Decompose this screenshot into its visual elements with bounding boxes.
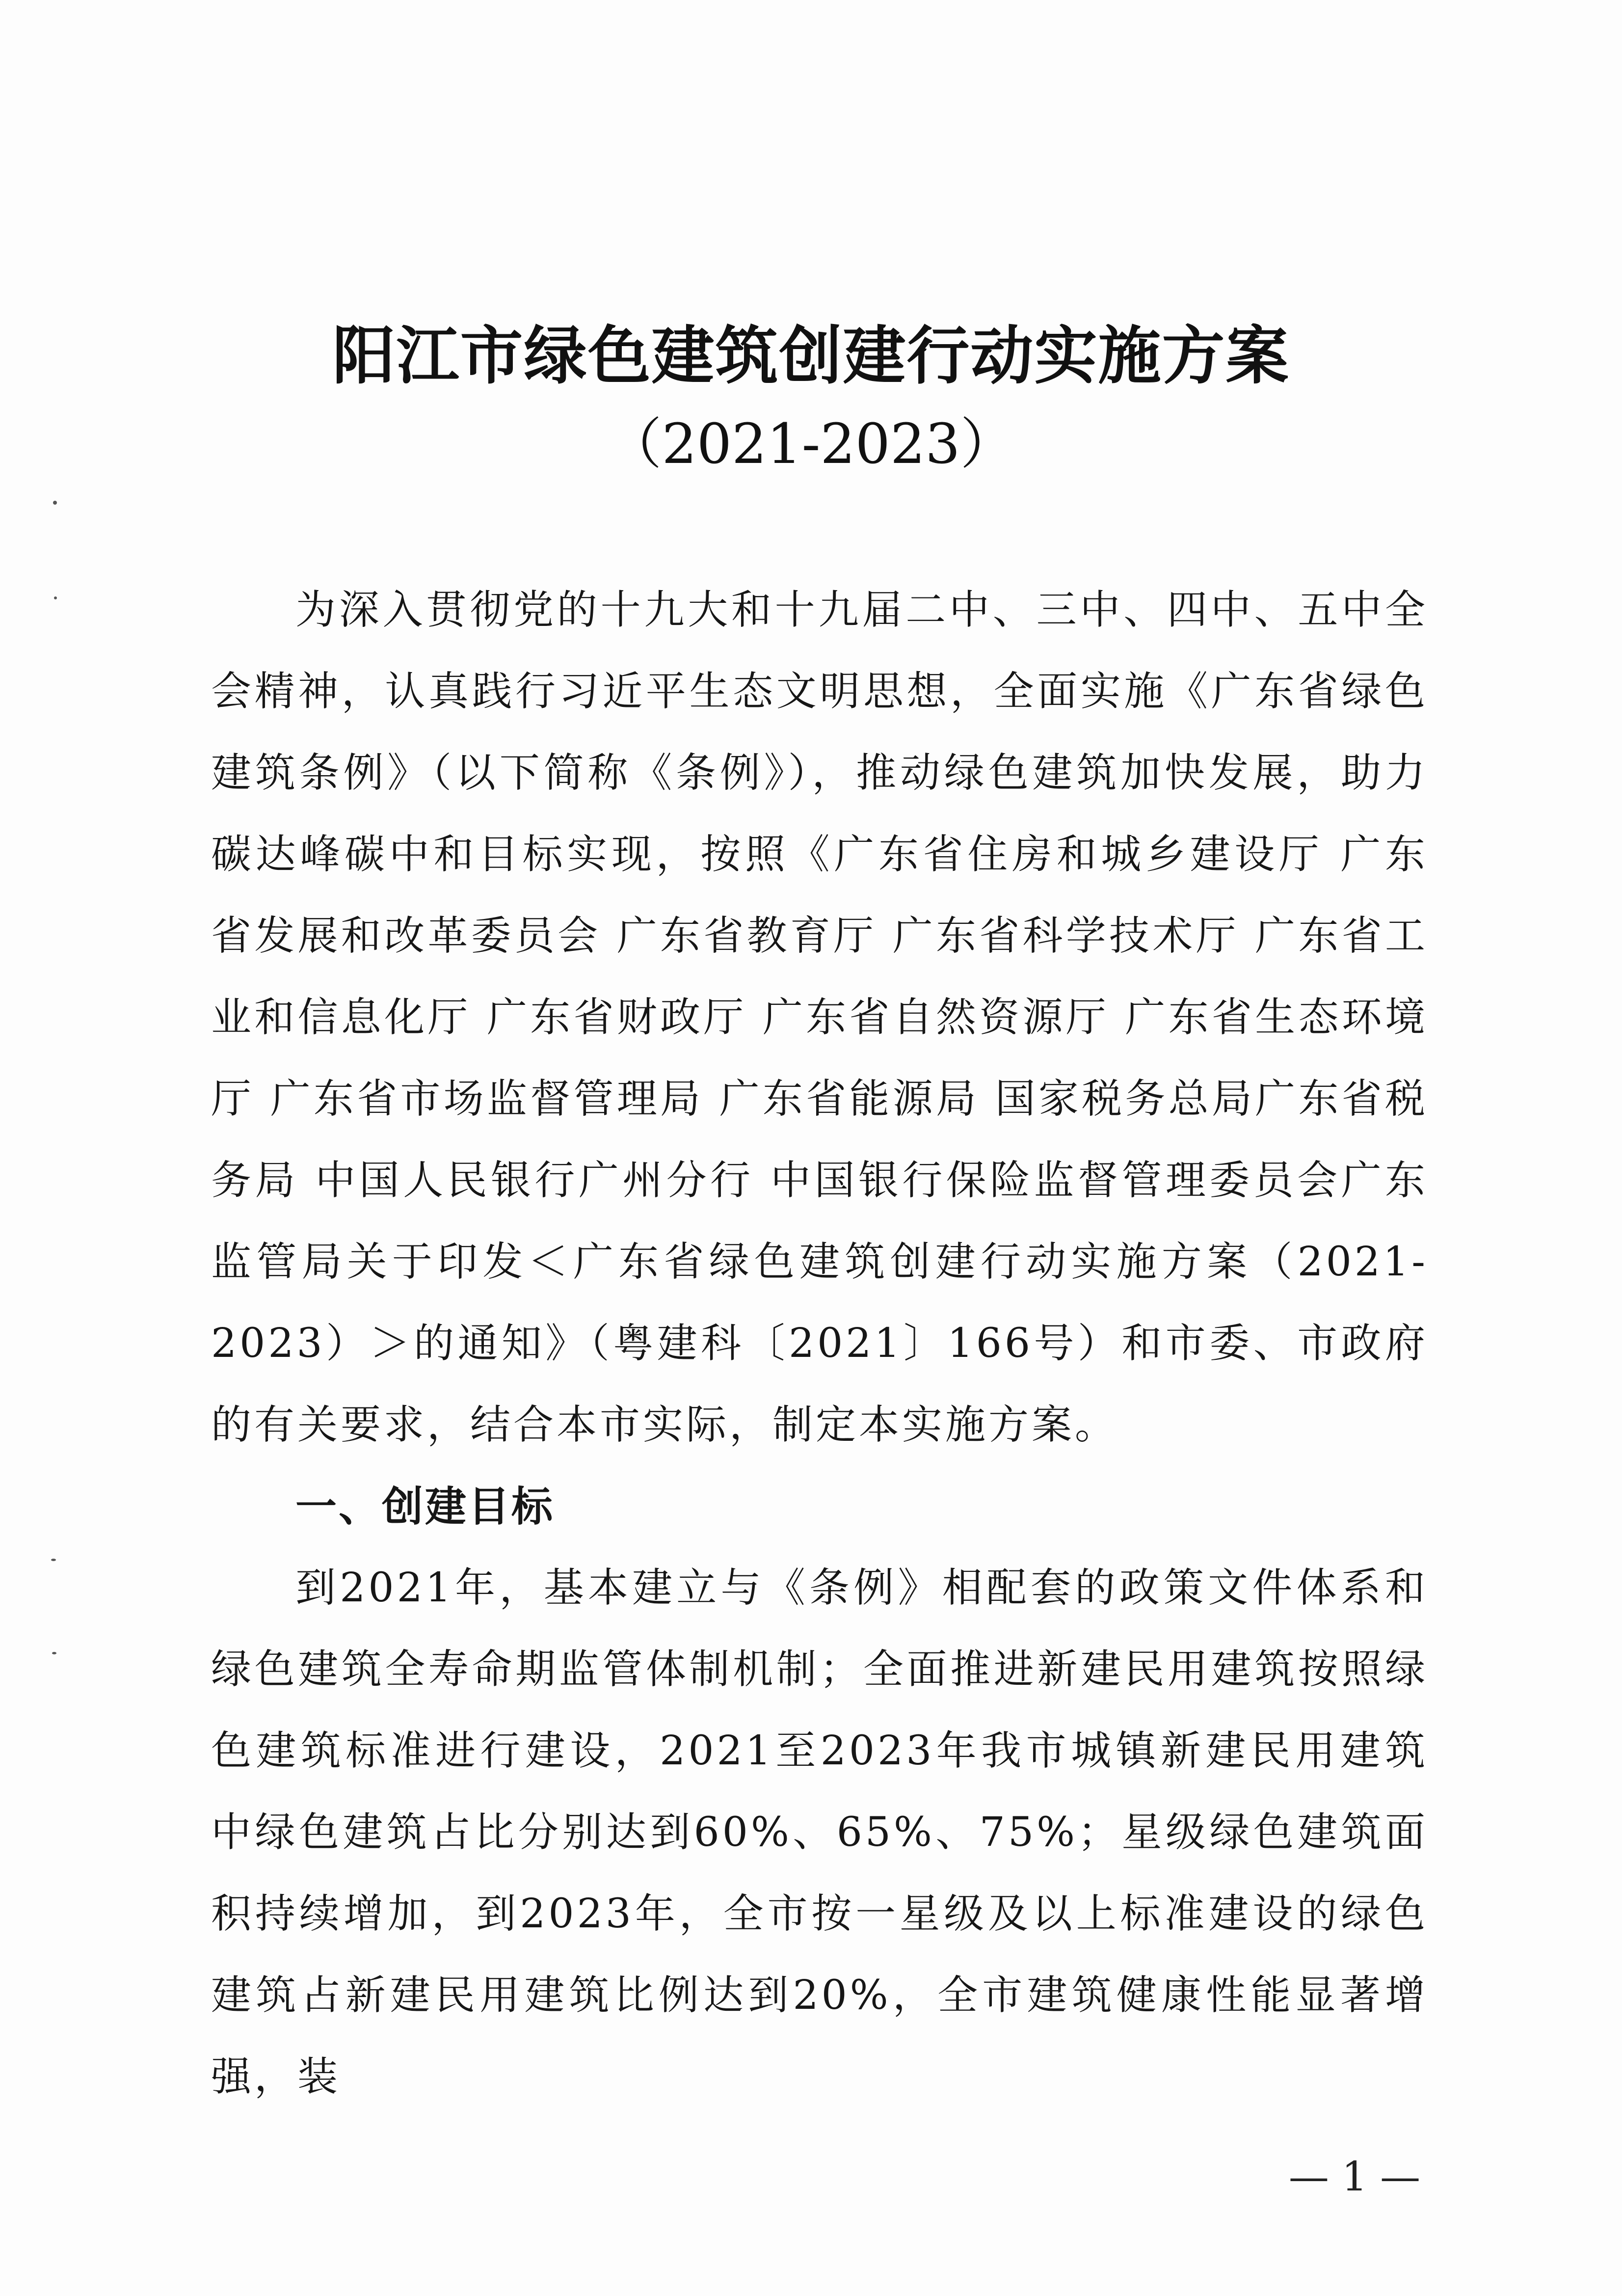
page-number: — 1 — bbox=[1288, 2154, 1421, 2200]
document-body bbox=[211, 569, 1428, 2118]
section-heading: 一、创建目标 bbox=[295, 1483, 555, 1531]
document-title: 阳江市绿色建筑创建行动实施方案 bbox=[332, 319, 1290, 393]
scan-speck bbox=[51, 1559, 56, 1561]
goals-paragraph: 到2021年，基本建立与《条例》相配套的政策文件体系和绿色建筑全寿命期监管体制机制；全面推进新建民用建筑按照绿色建筑标准进行建设，2021至2023年我市城镇新建民用建筑中绿色建筑占比分别达到60%、65%、75%；星级绿色建筑面积持续增加，到2023年，全市按一星级及以上标准建设的绿色建筑占新建民用建筑比例达到20%，全市建筑健康性能显著增强，装 bbox=[211, 1565, 1428, 2100]
scan-speck bbox=[52, 1652, 56, 1654]
document-subtitle: （2021-2023） bbox=[607, 412, 1015, 476]
intro-paragraph: 为深入贯彻党的十九大和十九届二中、三中、四中、五中全会精神，认真践行习近平生态文明思想，全面实施《广东省绿色建筑条例》（以下简称《条例》），推动绿色建筑加快发展，助力碳达峰碳中和目标实现，按照《广东省住房和城乡建设厅 广东省发展和改革委员会 广东省教育厅 广东省科学技术厅 广东省工业和信息化厅 广东省财政厅 广东省自然资源厅 广东省生态环境厅 广东省市场监督管理局 广东省能源局 国家税务总局广东省税务局 中国人民银行广州分行 中国银行保险监督管理委员会广东监管局关于印发＜广东省绿色建筑创建行动实施方案（2021-2023）＞的通知》（粤建科〔2021〕166号）和市委、市政府的有关要求，结合本市实际，制定本实施方案。 bbox=[211, 587, 1428, 1448]
scan-speck bbox=[54, 596, 57, 599]
scan-speck bbox=[53, 501, 57, 505]
